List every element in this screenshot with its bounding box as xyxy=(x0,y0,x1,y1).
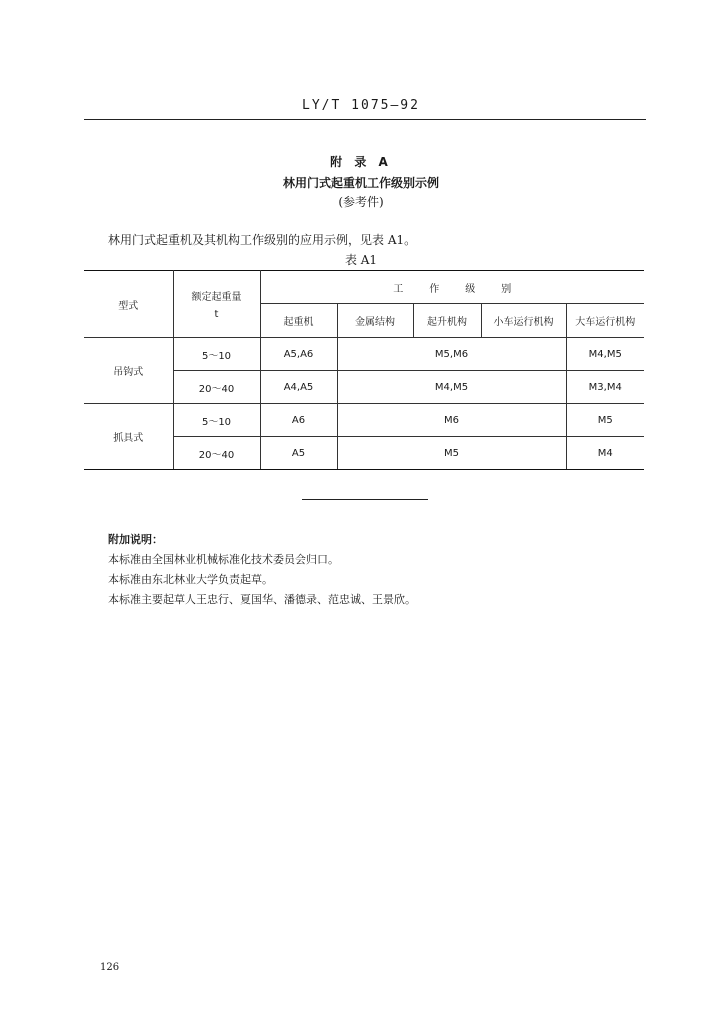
additional-title: 附加说明： xyxy=(108,533,163,546)
header-rule xyxy=(84,119,646,120)
cell-trolley-big: M5 xyxy=(566,404,644,437)
table-header-row-1 xyxy=(84,271,644,304)
cell-crane: A5,A6 xyxy=(260,338,337,371)
table-row xyxy=(84,338,644,371)
header-capacity-label: 额定起重量 xyxy=(191,292,242,303)
cell-crane: A5 xyxy=(260,437,337,470)
cell-mechanism: M5 xyxy=(337,437,566,470)
additional-line: 本标准主要起草人王忠行、夏国华、潘德录、范忠诚、王景欣。 xyxy=(108,593,416,606)
cell-type: 吊钩式 xyxy=(84,338,173,404)
cell-trolley-big: M3,M4 xyxy=(566,371,644,404)
cell-capacity: 5～10 xyxy=(173,338,260,371)
header-capacity xyxy=(173,271,260,338)
page-number: 126 xyxy=(100,962,120,973)
cell-capacity: 20～40 xyxy=(173,371,260,404)
cell-capacity: 20～40 xyxy=(173,437,260,470)
appendix-subtitle: 林用门式起重机工作级别示例 xyxy=(282,176,439,190)
appendix-title: 附 录 A xyxy=(330,155,392,169)
header-capacity-unit: t xyxy=(214,309,219,320)
cell-type: 抓具式 xyxy=(84,404,173,470)
cell-trolley-big: M4,M5 xyxy=(566,338,644,371)
cell-capacity: 5～10 xyxy=(173,404,260,437)
subheader-hoist: 起升机构 xyxy=(413,304,481,338)
additional-line: 本标准由全国林业机械标准化技术委员会归口。 xyxy=(108,553,339,566)
cell-crane: A6 xyxy=(260,404,337,437)
subheader-crane: 起重机 xyxy=(260,304,337,338)
subheader-trolley-small: 小车运行机构 xyxy=(481,304,566,338)
cell-trolley-big: M4 xyxy=(566,437,644,470)
subheader-metal-structure: 金属结构 xyxy=(337,304,413,338)
intro-text: 林用门式起重机及其机构工作级别的应用示例，见表 A1。 xyxy=(108,233,417,247)
table-caption: 表 A1 xyxy=(344,253,378,267)
header-work-level-label: 工作级别 xyxy=(393,283,538,295)
standard-code: LY/T 1075—92 xyxy=(302,98,420,113)
cell-mechanism: M5,M6 xyxy=(337,338,566,371)
appendix-note: (参考件) xyxy=(338,195,384,209)
cell-mechanism: M4,M5 xyxy=(337,371,566,404)
subheader-trolley-big: 大车运行机构 xyxy=(566,304,644,338)
cell-crane: A4,A5 xyxy=(260,371,337,404)
work-level-table xyxy=(84,270,644,470)
additional-line: 本标准由东北林业大学负责起草。 xyxy=(108,573,273,586)
table-row xyxy=(84,404,644,437)
cell-mechanism: M6 xyxy=(337,404,566,437)
end-rule xyxy=(302,499,428,500)
header-work-level xyxy=(260,271,644,304)
header-type: 型式 xyxy=(84,271,173,338)
additional-notes xyxy=(108,530,416,610)
